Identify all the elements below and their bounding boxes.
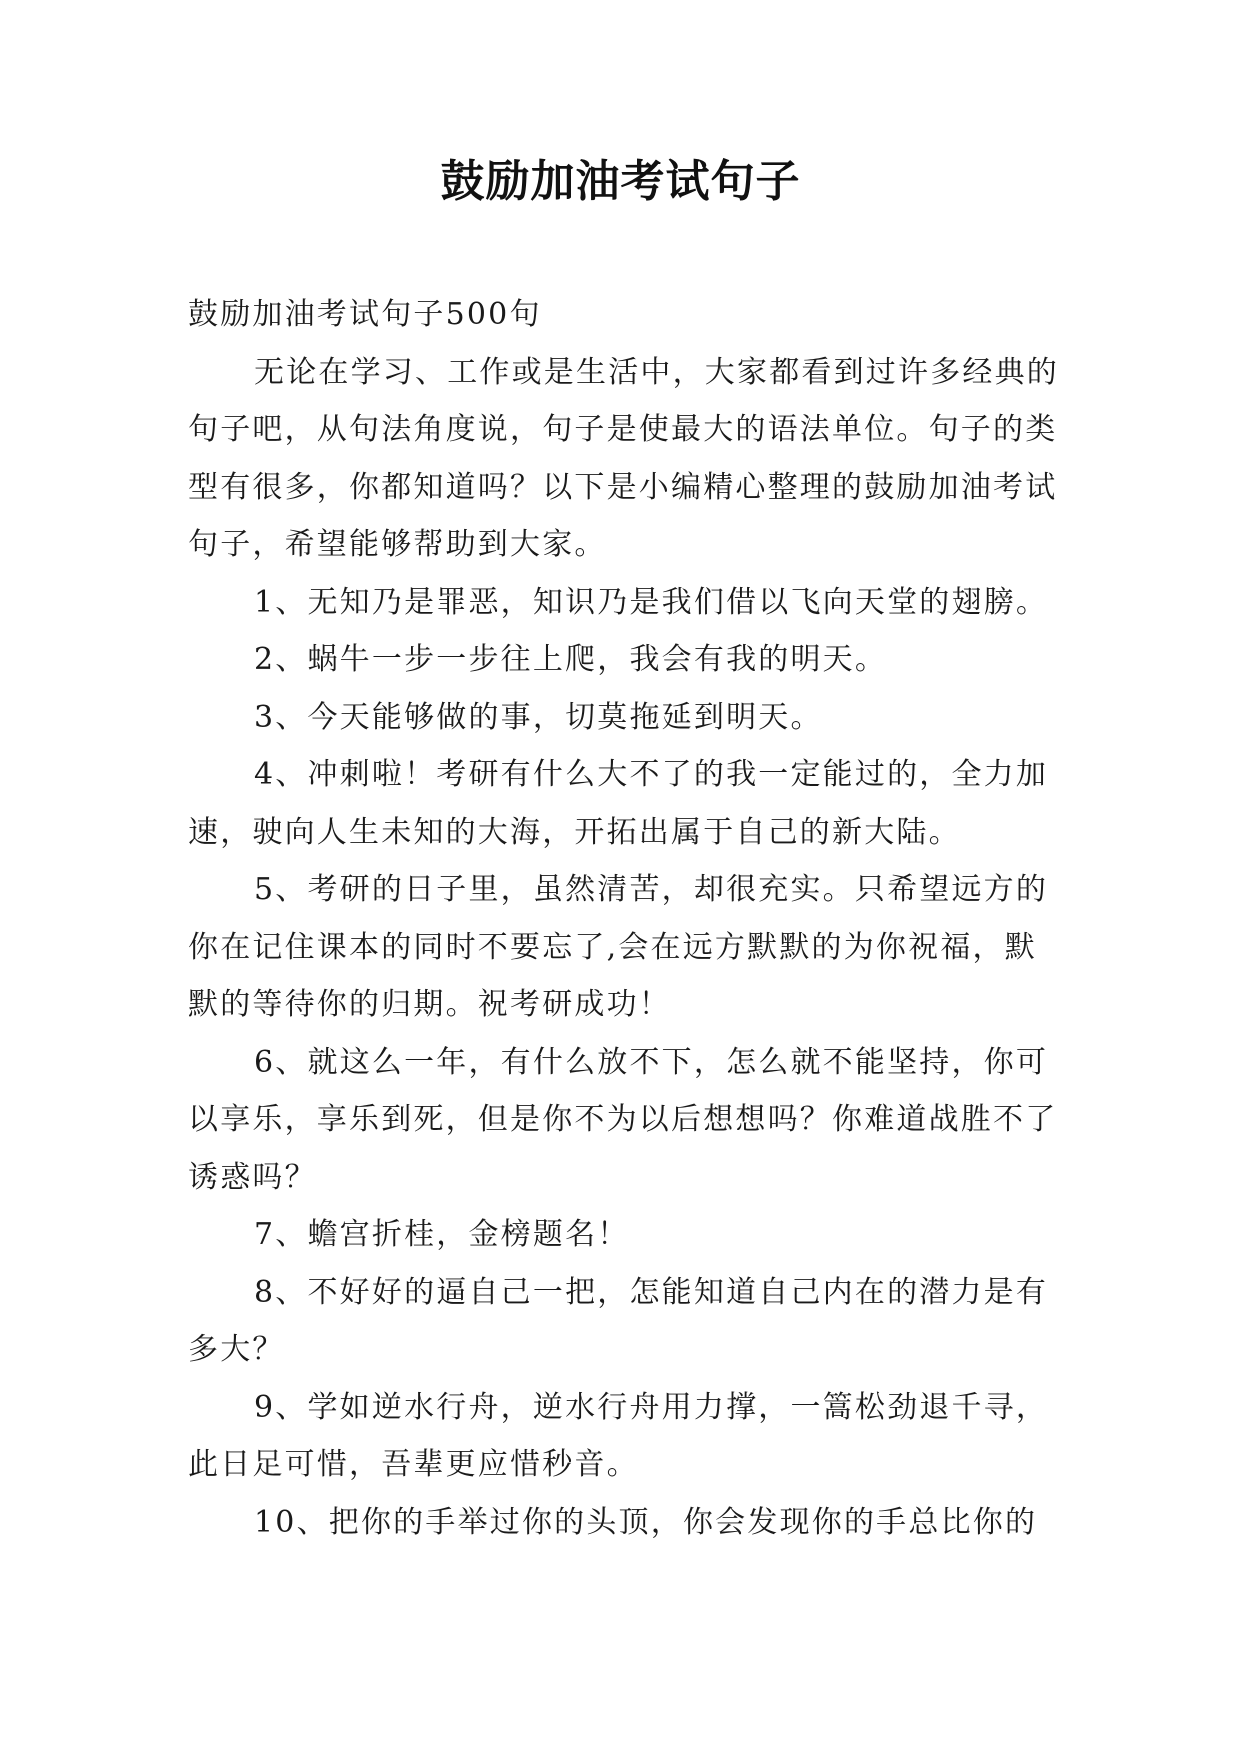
list-item: 6、就这么一年，有什么放不下，怎么就不能坚持，你可以享乐，享乐到死，但是你不为以后想想吗？你难道战胜不了诱惑吗？: [188, 1044, 1058, 1195]
list-item: 9、学如逆水行舟，逆水行舟用力撑，一篙松劲退千寻，此日足可惜，吾辈更应惜秒音。: [188, 1389, 1049, 1482]
list-item: 10、把你的手举过你的头顶，你会发现你的手总比你的: [254, 1504, 1038, 1540]
document-title: 鼓励加油考试句子: [440, 156, 801, 207]
list-item: 3、今天能够做的事，切莫拖延到明天。: [254, 699, 823, 735]
list-item: 5、考研的日子里，虽然清苦，却很充实。只希望远方的你在记住课本的同时不要忘了,会在远方默默的为你祝福，默默的等待你的归期。祝考研成功！: [188, 872, 1049, 1022]
document-subtitle: 鼓励加油考试句子500句: [188, 297, 542, 332]
list-item: 1、无知乃是罪恶，知识乃是我们借以飞向天堂的翅膀。: [254, 584, 1049, 620]
list-item: 8、不好好的逼自己一把，怎能知道自己内在的潜力是有多大？: [188, 1274, 1049, 1367]
document-body: [188, 286, 1068, 1551]
intro-paragraph: 无论在学习、工作或是生活中，大家都看到过许多经典的句子吧，从句法角度说，句子是使最大的语法单位。句子的类型有很多，你都知道吗？以下是小编精心整理的鼓励加油考试句子，希望能够帮助到大家。: [188, 354, 1059, 562]
list-item: 2、蜗牛一步一步往上爬，我会有我的明天。: [254, 642, 888, 677]
list-item: 7、蟾宫折桂，金榜题名！: [254, 1217, 630, 1252]
list-item: 4、冲刺啦！考研有什么大不了的我一定能过的，全力加速，驶向人生未知的大海，开拓出属于自己的新大陆。: [188, 757, 1049, 850]
